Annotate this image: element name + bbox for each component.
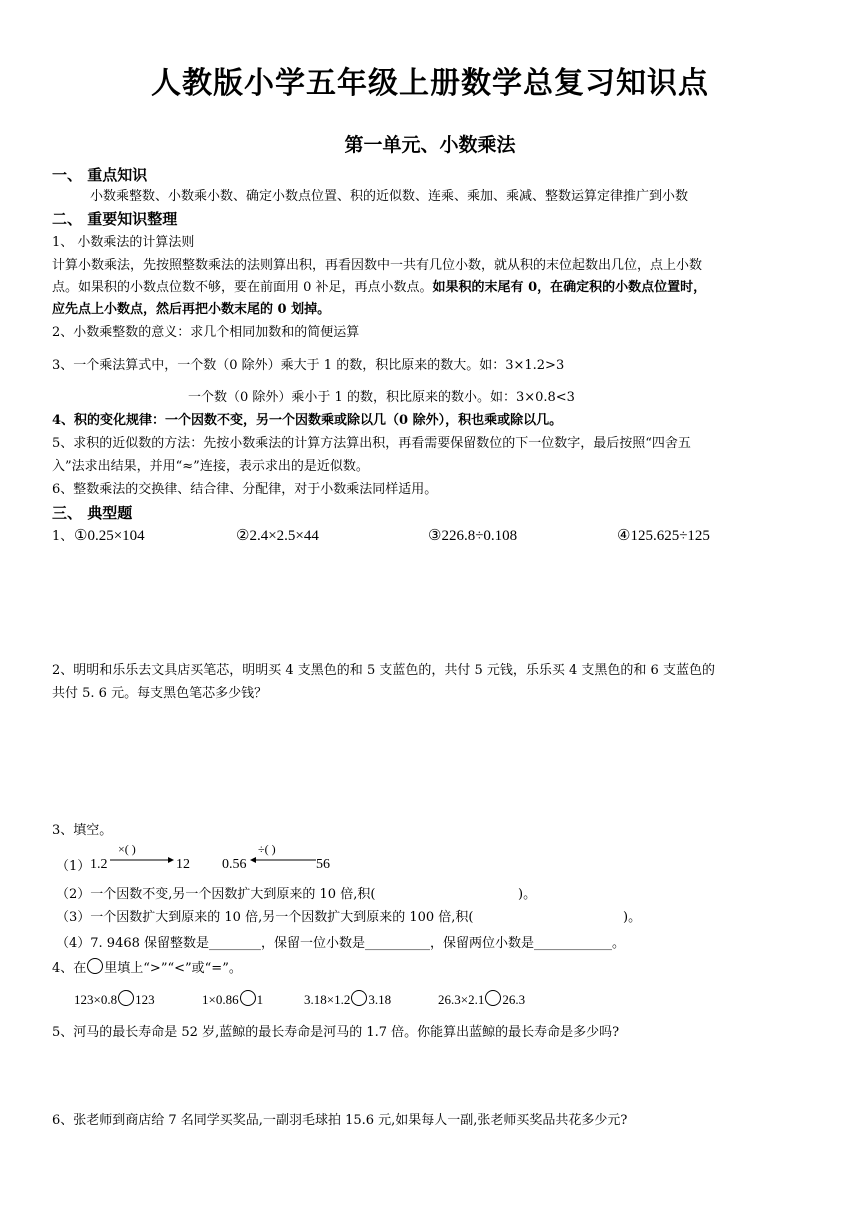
rule1-line1: 计算小数乘法，先按照整数乘法的法则算出积，再看因数中一共有几位小数，就从积的末位起数出几位，点上小数 [52, 258, 703, 273]
q4-item-4-right: 26.3 [502, 992, 526, 1007]
rule1-line3: 应先点上小数点，然后再把小数末尾的 0 划掉。 [52, 302, 331, 317]
section2-heading: 二、 重要知识整理 [52, 210, 178, 228]
q4-item-3-right: 3.18 [368, 992, 392, 1007]
blank-circle-icon [87, 958, 103, 974]
q3-1-label: （1） [56, 859, 91, 874]
q3-1-operator-divide: ÷( ) [258, 842, 276, 856]
q1-item-4: ④125.625÷125 [617, 528, 710, 544]
q3-1-operator-multiply: ×( ) [118, 842, 136, 856]
rule2: 2、小数乘整数的意义：求几个相同加数和的简便运算 [52, 325, 360, 340]
q4-title-a: 4、在 [52, 961, 87, 976]
rule3-line2: 一个数（0 除外）乘小于 1 的数，积比原来的数小。如：3×0.8<3 [188, 390, 575, 405]
answer-circle-3[interactable] [351, 990, 367, 1006]
q3-1-end-number: 12 [176, 857, 190, 872]
section3-heading: 三、 典型题 [52, 504, 133, 522]
q1-item-1: ①0.25×104 [74, 528, 145, 544]
answer-circle-1[interactable] [118, 990, 134, 1006]
q3-2-end: )。 [518, 887, 537, 902]
rule5-line2: 入”法求出结果，并用“≈”连接，表示求出的是近似数。 [52, 459, 369, 474]
q3-3-end: )。 [623, 910, 642, 925]
q4-item-2-left: 1×0.86 [202, 992, 239, 1007]
q3-4-text: （4）7. 9468 保留整数是________，保留一位小数是__________，保留两位小数是____________。 [56, 936, 626, 951]
rule4: 4、积的变化规律：一个因数不变，另一个因数乘或除以几（0 除外），积也乘或除以几。 [52, 413, 563, 428]
q4-item-2-right: 1 [256, 992, 264, 1007]
q2-line1: 2、明明和乐乐去文具店买笔芯，明明买 4 支黑色的和 5 支蓝色的，共付 5 元钱，乐乐买 4 支黑色的和 6 支蓝色的 [52, 663, 715, 678]
q5-text: 5、河马的最长寿命是 52 岁,蓝鲸的最长寿命是河马的 1.7 倍。你能算出蓝鲸的最长寿命是多少吗? [52, 1025, 620, 1040]
rule1-title: 1、 小数乘法的计算法则 [52, 235, 195, 250]
q6-text: 6、张老师到商店给 7 名同学买奖品,一副羽毛球拍 15.6 元,如果每人一副,张老师买奖品共花多少元? [52, 1113, 628, 1128]
q3-1-start-number: 1.2 [90, 857, 108, 872]
answer-circle-4[interactable] [485, 990, 501, 1006]
q4-item-2 [202, 990, 263, 1008]
right-arrow-icon [110, 855, 174, 865]
rule6: 6、整数乘法的交换律、结合律、分配律，对于小数乘法同样适用。 [52, 482, 438, 497]
section1-text: 小数乘整数、小数乘小数、确定小数点位置、积的近似数、连乘、乘加、乘减、整数运算定律推广到小数 [90, 189, 689, 204]
q4-item-4 [438, 990, 525, 1008]
q3-1-second-start: 0.56 [222, 857, 247, 872]
rule3-line1: 3、一个乘法算式中，一个数（0 除外）乘大于 1 的数，积比原来的数大。如：3×1.2>3 [52, 358, 565, 373]
q3-title: 3、填空。 [52, 823, 113, 838]
rule5-line1: 5、求积的近似数的方法：先按小数乘法的计算方法算出积，再看需要保留数位的下一位数字，最后按照“四舍五 [52, 436, 691, 451]
rule1-line2 [52, 277, 706, 299]
q4-item-1-right: 123 [135, 992, 155, 1007]
left-arrow-icon [250, 855, 316, 865]
document-title: 人教版小学五年级上册数学总复习知识点 [151, 66, 709, 101]
q2-line2: 共付 5. 6 元。每支黑色笔芯多少钱？ [52, 686, 268, 701]
q3-3-text: （3）一个因数扩大到原来的 10 倍,另一个因数扩大到原来的 100 倍,积( [56, 910, 474, 925]
q4-item-4-left: 26.3×2.1 [438, 992, 485, 1007]
answer-circle-2[interactable] [240, 990, 256, 1006]
q1-item-2: ②2.4×2.5×44 [236, 528, 319, 544]
q1-prefix: 1、 [52, 529, 74, 544]
q4-item-1 [74, 990, 155, 1008]
q3-2-text: （2）一个因数不变,另一个因数扩大到原来的 10 倍,积( [56, 887, 376, 902]
rule1-line2-bold: 如果积的末尾有 0，在确定积的小数点位置时， [432, 280, 707, 295]
q4-title-b: 里填上“>”“<”或“=”。 [104, 961, 242, 976]
rule1-line2-normal: 点。如果积的小数点位数不够，要在前面用 0 补足，再点小数点。 [52, 280, 433, 295]
section1-heading: 一、 重点知识 [52, 166, 148, 184]
q4-title [52, 958, 242, 980]
q4-item-3 [304, 990, 391, 1008]
q3-1-second-end: 56 [316, 857, 330, 872]
q4-item-3-left: 3.18×1.2 [304, 992, 351, 1007]
q4-item-1-left: 123×0.8 [74, 992, 118, 1007]
q1-item-3: ③226.8÷0.108 [428, 528, 518, 544]
unit-title: 第一单元、小数乘法 [344, 134, 516, 156]
